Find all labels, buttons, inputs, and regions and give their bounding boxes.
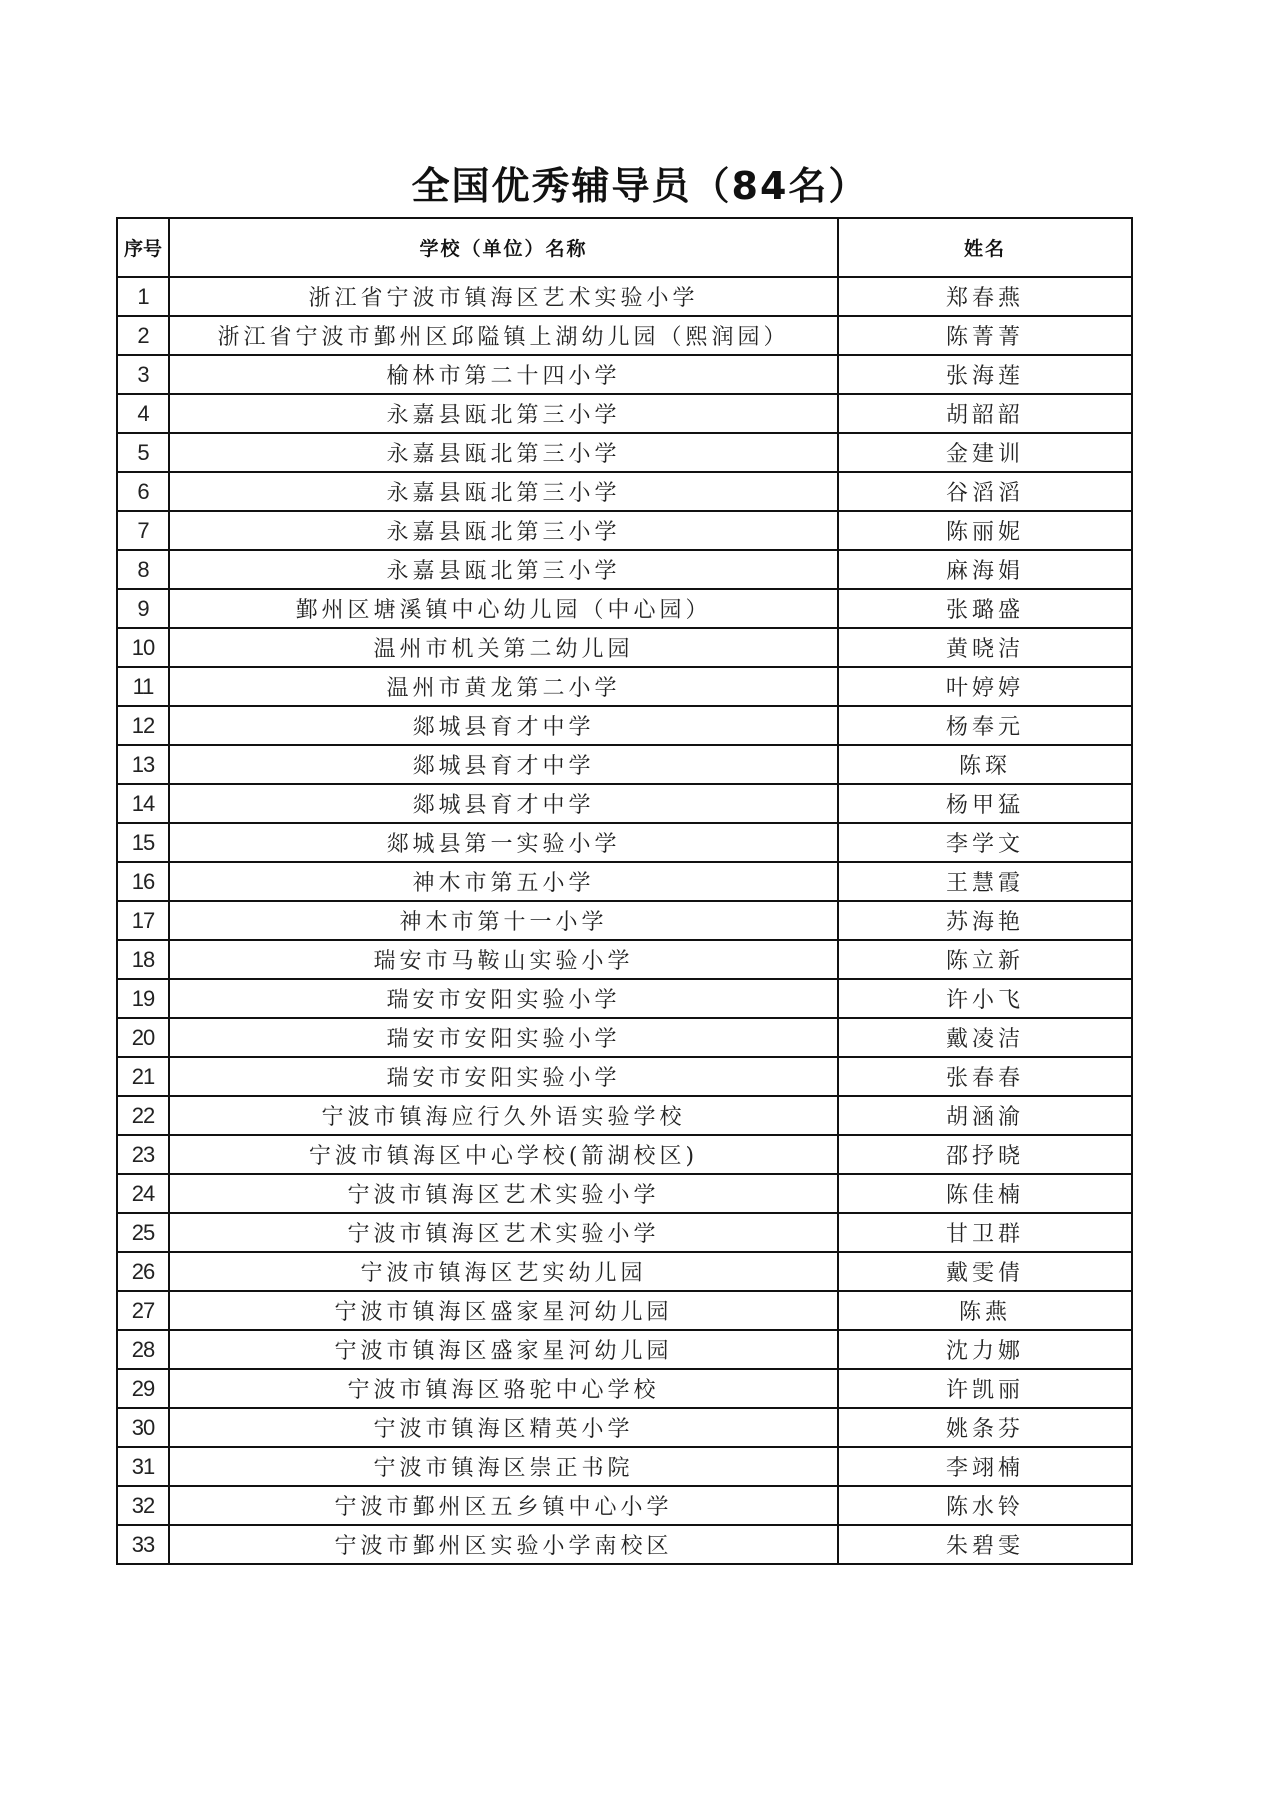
table-row	[117, 1486, 1132, 1525]
row-number-cell: 15	[117, 823, 169, 862]
table-row	[117, 706, 1132, 745]
person-name-cell: 陈水铃	[838, 1486, 1132, 1525]
person-name-cell: 杨奉元	[838, 706, 1132, 745]
person-name-cell: 黄晓洁	[838, 628, 1132, 667]
person-name-cell: 戴雯倩	[838, 1252, 1132, 1291]
row-number-cell: 14	[117, 784, 169, 823]
row-number-cell: 7	[117, 511, 169, 550]
school-name-cell: 宁波市镇海区崇正书院	[169, 1447, 838, 1486]
awardee-table	[116, 217, 1133, 1565]
table-row	[117, 433, 1132, 472]
table-row	[117, 511, 1132, 550]
table-row	[117, 1135, 1132, 1174]
person-name-cell: 姚条芬	[838, 1408, 1132, 1447]
school-name-cell: 鄞州区塘溪镇中心幼儿园（中心园）	[169, 589, 838, 628]
school-name-cell: 宁波市镇海应行久外语实验学校	[169, 1096, 838, 1135]
table-body	[117, 277, 1132, 1564]
school-name-cell: 永嘉县瓯北第三小学	[169, 511, 838, 550]
table-row	[117, 277, 1132, 316]
row-number-cell: 11	[117, 667, 169, 706]
person-name-cell: 苏海艳	[838, 901, 1132, 940]
school-name-cell: 宁波市镇海区艺术实验小学	[169, 1213, 838, 1252]
table-row	[117, 1447, 1132, 1486]
column-header-number: 序号	[117, 218, 169, 277]
row-number-cell: 27	[117, 1291, 169, 1330]
table-row	[117, 550, 1132, 589]
school-name-cell: 宁波市镇海区艺实幼儿园	[169, 1252, 838, 1291]
row-number-cell: 22	[117, 1096, 169, 1135]
table-row	[117, 394, 1132, 433]
table-row	[117, 784, 1132, 823]
person-name-cell: 甘卫群	[838, 1213, 1132, 1252]
school-name-cell: 郯城县育才中学	[169, 784, 838, 823]
person-name-cell: 许小飞	[838, 979, 1132, 1018]
school-name-cell: 郯城县育才中学	[169, 706, 838, 745]
person-name-cell: 张璐盛	[838, 589, 1132, 628]
school-name-cell: 浙江省宁波市鄞州区邱隘镇上湖幼儿园（熙润园）	[169, 316, 838, 355]
table-row	[117, 1408, 1132, 1447]
table-row	[117, 589, 1132, 628]
person-name-cell: 麻海娟	[838, 550, 1132, 589]
person-name-cell: 谷滔滔	[838, 472, 1132, 511]
row-number-cell: 10	[117, 628, 169, 667]
table-row	[117, 667, 1132, 706]
school-name-cell: 宁波市镇海区艺术实验小学	[169, 1174, 838, 1213]
person-name-cell: 杨甲猛	[838, 784, 1132, 823]
school-name-cell: 永嘉县瓯北第三小学	[169, 550, 838, 589]
row-number-cell: 29	[117, 1369, 169, 1408]
row-number-cell: 20	[117, 1018, 169, 1057]
row-number-cell: 18	[117, 940, 169, 979]
row-number-cell: 23	[117, 1135, 169, 1174]
row-number-cell: 17	[117, 901, 169, 940]
person-name-cell: 叶婷婷	[838, 667, 1132, 706]
row-number-cell: 32	[117, 1486, 169, 1525]
school-name-cell: 宁波市鄞州区五乡镇中心小学	[169, 1486, 838, 1525]
person-name-cell: 胡韶韶	[838, 394, 1132, 433]
school-name-cell: 宁波市鄞州区实验小学南校区	[169, 1525, 838, 1564]
school-name-cell: 瑞安市安阳实验小学	[169, 1018, 838, 1057]
table-row	[117, 1057, 1132, 1096]
row-number-cell: 9	[117, 589, 169, 628]
row-number-cell: 19	[117, 979, 169, 1018]
school-name-cell: 温州市黄龙第二小学	[169, 667, 838, 706]
person-name-cell: 陈佳楠	[838, 1174, 1132, 1213]
person-name-cell: 陈琛	[838, 745, 1132, 784]
person-name-cell: 李翊楠	[838, 1447, 1132, 1486]
table-row	[117, 1330, 1132, 1369]
school-name-cell: 永嘉县瓯北第三小学	[169, 472, 838, 511]
table-row	[117, 745, 1132, 784]
table-row	[117, 472, 1132, 511]
table-row	[117, 1291, 1132, 1330]
table-row	[117, 1369, 1132, 1408]
person-name-cell: 金建训	[838, 433, 1132, 472]
row-number-cell: 26	[117, 1252, 169, 1291]
school-name-cell: 榆林市第二十四小学	[169, 355, 838, 394]
row-number-cell: 30	[117, 1408, 169, 1447]
table-row	[117, 862, 1132, 901]
person-name-cell: 朱碧雯	[838, 1525, 1132, 1564]
school-name-cell: 宁波市镇海区盛家星河幼儿园	[169, 1330, 838, 1369]
school-name-cell: 郯城县育才中学	[169, 745, 838, 784]
table-row	[117, 1174, 1132, 1213]
row-number-cell: 2	[117, 316, 169, 355]
person-name-cell: 李学文	[838, 823, 1132, 862]
row-number-cell: 25	[117, 1213, 169, 1252]
column-header-name: 姓名	[838, 218, 1132, 277]
row-number-cell: 24	[117, 1174, 169, 1213]
table-row	[117, 823, 1132, 862]
school-name-cell: 瑞安市马鞍山实验小学	[169, 940, 838, 979]
person-name-cell: 许凯丽	[838, 1369, 1132, 1408]
table-row	[117, 1252, 1132, 1291]
table-row	[117, 1096, 1132, 1135]
table-row	[117, 1213, 1132, 1252]
table-row	[117, 355, 1132, 394]
school-name-cell: 瑞安市安阳实验小学	[169, 1057, 838, 1096]
person-name-cell: 陈燕	[838, 1291, 1132, 1330]
school-name-cell: 宁波市镇海区盛家星河幼儿园	[169, 1291, 838, 1330]
person-name-cell: 陈菁菁	[838, 316, 1132, 355]
person-name-cell: 张海莲	[838, 355, 1132, 394]
table-row	[117, 901, 1132, 940]
row-number-cell: 13	[117, 745, 169, 784]
row-number-cell: 12	[117, 706, 169, 745]
school-name-cell: 神木市第十一小学	[169, 901, 838, 940]
person-name-cell: 沈力娜	[838, 1330, 1132, 1369]
school-name-cell: 瑞安市安阳实验小学	[169, 979, 838, 1018]
school-name-cell: 神木市第五小学	[169, 862, 838, 901]
row-number-cell: 31	[117, 1447, 169, 1486]
school-name-cell: 永嘉县瓯北第三小学	[169, 394, 838, 433]
table-row	[117, 316, 1132, 355]
school-name-cell: 温州市机关第二幼儿园	[169, 628, 838, 667]
table-row	[117, 1018, 1132, 1057]
school-name-cell: 宁波市镇海区中心学校(箭湖校区)	[169, 1135, 838, 1174]
person-name-cell: 戴凌洁	[838, 1018, 1132, 1057]
row-number-cell: 16	[117, 862, 169, 901]
row-number-cell: 33	[117, 1525, 169, 1564]
row-number-cell: 8	[117, 550, 169, 589]
school-name-cell: 宁波市镇海区骆驼中心学校	[169, 1369, 838, 1408]
row-number-cell: 1	[117, 277, 169, 316]
table-header-row	[117, 218, 1132, 277]
person-name-cell: 胡涵渝	[838, 1096, 1132, 1135]
column-header-school: 学校（单位）名称	[169, 218, 838, 277]
school-name-cell: 宁波市镇海区精英小学	[169, 1408, 838, 1447]
school-name-cell: 浙江省宁波市镇海区艺术实验小学	[169, 277, 838, 316]
row-number-cell: 21	[117, 1057, 169, 1096]
person-name-cell: 陈丽妮	[838, 511, 1132, 550]
table-row	[117, 628, 1132, 667]
table-row	[117, 940, 1132, 979]
row-number-cell: 4	[117, 394, 169, 433]
row-number-cell: 5	[117, 433, 169, 472]
person-name-cell: 陈立新	[838, 940, 1132, 979]
school-name-cell: 郯城县第一实验小学	[169, 823, 838, 862]
school-name-cell: 永嘉县瓯北第三小学	[169, 433, 838, 472]
person-name-cell: 王慧霞	[838, 862, 1132, 901]
person-name-cell: 邵抒晓	[838, 1135, 1132, 1174]
row-number-cell: 6	[117, 472, 169, 511]
person-name-cell: 张春春	[838, 1057, 1132, 1096]
page-title: 全国优秀辅导员（84名）	[411, 164, 869, 208]
person-name-cell: 郑春燕	[838, 277, 1132, 316]
row-number-cell: 3	[117, 355, 169, 394]
table-row	[117, 1525, 1132, 1564]
table-row	[117, 979, 1132, 1018]
row-number-cell: 28	[117, 1330, 169, 1369]
